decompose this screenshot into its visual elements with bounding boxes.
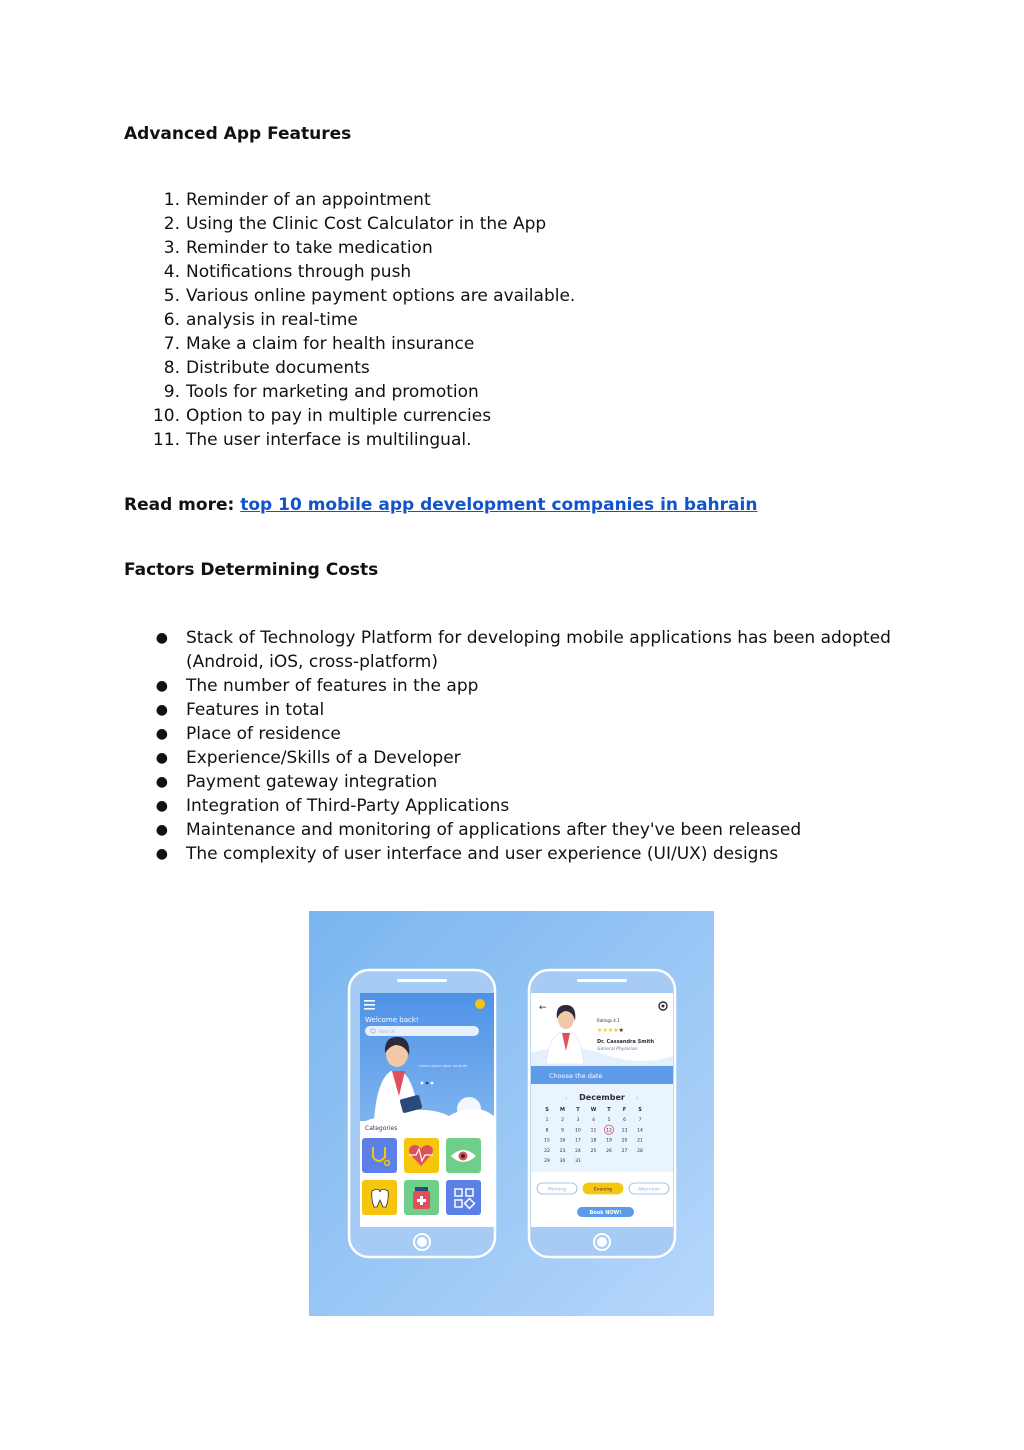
- calendar-day[interactable]: 4: [592, 1118, 595, 1123]
- feature-item: [124, 284, 575, 308]
- list-number: 2.: [163, 214, 180, 234]
- stethoscope-icon[interactable]: [362, 1138, 397, 1173]
- weekday-label: T: [576, 1107, 580, 1113]
- read-more: [124, 495, 757, 515]
- feature-item: [124, 212, 575, 236]
- bullet-icon: ●: [155, 822, 168, 838]
- weekday-label: F: [622, 1107, 627, 1113]
- calendar-day[interactable]: 14: [637, 1128, 643, 1134]
- prev-month-icon[interactable]: ‹: [565, 1095, 568, 1102]
- calendar-day[interactable]: 11: [590, 1128, 597, 1134]
- menu-icon[interactable]: [364, 1000, 375, 1010]
- heart-rate-icon[interactable]: [404, 1138, 439, 1173]
- bullet-icon: ●: [155, 630, 168, 646]
- weekday-label: M: [560, 1107, 565, 1113]
- svg-text:Lorem ipsum dolor sit amet: Lorem ipsum dolor sit amet: [419, 1064, 468, 1068]
- feature-text: Various online payment options are available.: [186, 286, 576, 306]
- feature-item: [124, 332, 575, 356]
- list-number: 7.: [163, 334, 180, 354]
- feature-text: Using the Clinic Cost Calculator in the App: [186, 214, 547, 234]
- feature-item: [124, 356, 575, 380]
- cost-factor-item: [124, 674, 924, 698]
- profile-avatar[interactable]: [475, 999, 485, 1009]
- bullet-icon: ●: [155, 678, 168, 694]
- list-number: 9.: [163, 382, 180, 402]
- feature-item: [124, 188, 575, 212]
- calendar-day[interactable]: 1: [545, 1118, 549, 1123]
- feature-item: [124, 236, 575, 260]
- calendar-day[interactable]: 21: [637, 1138, 643, 1144]
- bullet-icon: ●: [155, 750, 168, 766]
- cost-factor-text: Experience/Skills of a Developer: [186, 748, 461, 768]
- calendar-day[interactable]: 2: [561, 1118, 564, 1123]
- feature-text: analysis in real-time: [186, 310, 358, 330]
- cost-factor-item: [124, 842, 924, 866]
- calendar-day[interactable]: 22: [544, 1148, 550, 1154]
- calendar-day[interactable]: 6: [623, 1118, 626, 1123]
- month-label: December: [579, 1093, 625, 1102]
- cost-factor-text: Integration of Third-Party Applications: [186, 796, 510, 816]
- cost-factor-text: Features in total: [186, 700, 325, 720]
- time-slot-label: Morning: [547, 1187, 567, 1193]
- list-number: 1.: [163, 190, 180, 210]
- weekday-label: S: [638, 1107, 642, 1113]
- next-month-icon[interactable]: ›: [636, 1095, 639, 1102]
- calendar-day[interactable]: 24: [575, 1148, 581, 1154]
- calendar-day[interactable]: 10: [575, 1128, 581, 1134]
- welcome-text: Welcome back!: [365, 1016, 419, 1024]
- feature-item: [124, 404, 575, 428]
- calendar-day[interactable]: 27: [621, 1148, 628, 1154]
- list-number: 4.: [163, 262, 180, 282]
- time-slots: [537, 1183, 669, 1194]
- categories-label: Categories: [365, 1125, 398, 1132]
- choose-date-label: Choose the date: [549, 1072, 603, 1080]
- doctor-role: General Physician: [597, 1047, 638, 1052]
- cost-factor-item: [124, 746, 924, 770]
- calendar-day[interactable]: 23: [559, 1148, 566, 1154]
- right-phone: [529, 970, 675, 1257]
- bullet-icon: ●: [155, 798, 168, 814]
- bullet-icon: ●: [155, 846, 168, 862]
- app-illustration: [309, 911, 714, 1316]
- list-number: 10.: [152, 406, 180, 426]
- calendar-day[interactable]: 8: [545, 1128, 549, 1134]
- cost-factor-item: [124, 818, 924, 842]
- weekday-label: W: [590, 1107, 597, 1113]
- feature-item: [124, 260, 575, 284]
- calendar-day[interactable]: 31: [575, 1159, 581, 1165]
- list-number: 5.: [163, 286, 180, 306]
- medicine-icon[interactable]: [404, 1180, 439, 1215]
- feature-item: [124, 380, 575, 404]
- cost-factor-text: Payment gateway integration: [186, 772, 438, 792]
- book-now-label: Book NOW!: [589, 1210, 622, 1216]
- time-slot-label: Afternoon: [638, 1187, 660, 1193]
- feature-text: Make a claim for health insurance: [186, 334, 475, 354]
- calendar-day[interactable]: 12: [606, 1128, 612, 1134]
- feature-text: Reminder of an appointment: [186, 190, 431, 210]
- cost-factor-text: Maintenance and monitoring of applications after they've been released: [186, 820, 802, 840]
- calendar-day[interactable]: 28: [637, 1148, 643, 1154]
- feature-text: Tools for marketing and promotion: [186, 382, 479, 402]
- calendar-day[interactable]: 29: [544, 1159, 550, 1165]
- calendar-day[interactable]: 13: [621, 1128, 628, 1134]
- features-list: [124, 188, 575, 452]
- cost-factor-item: [124, 626, 924, 674]
- bullet-icon: ●: [155, 774, 168, 790]
- list-number: 11.: [152, 430, 180, 450]
- calendar-day[interactable]: 15: [544, 1138, 550, 1144]
- cost-factor-text: Place of residence: [186, 724, 341, 744]
- cost-factor-item: [124, 794, 924, 818]
- cost-factor-item: [124, 722, 924, 746]
- apps-icon[interactable]: [446, 1180, 481, 1215]
- ratings-text: Ratings 4.1: [597, 1018, 620, 1023]
- calendar-day[interactable]: 3: [576, 1118, 580, 1123]
- cost-factors-list: [124, 626, 924, 866]
- feature-item: [124, 428, 575, 452]
- calendar-day[interactable]: 7: [638, 1118, 642, 1123]
- doctor-name: Dr. Cassandra Smith: [597, 1039, 655, 1045]
- read-more-link[interactable]: top 10 mobile app development companies in bahrain: [240, 495, 758, 515]
- back-arrow-icon[interactable]: ←: [539, 1003, 547, 1013]
- cost-factor-text: The number of features in the app: [186, 676, 479, 696]
- weekday-label: T: [607, 1107, 611, 1113]
- search-placeholder: Search: [379, 1030, 395, 1035]
- list-number: 3.: [163, 238, 180, 258]
- feature-text: Distribute documents: [186, 358, 370, 378]
- feature-item: [124, 308, 575, 332]
- bullet-icon: ●: [155, 726, 168, 742]
- calendar-day[interactable]: 17: [575, 1138, 581, 1144]
- eye-icon[interactable]: [446, 1138, 481, 1173]
- rating-stars-icon: ★★★★★: [597, 1027, 624, 1034]
- calendar-day[interactable]: 18: [590, 1138, 597, 1144]
- feature-text: Option to pay in multiple currencies: [186, 406, 492, 426]
- list-number: 8.: [163, 358, 180, 378]
- tooth-icon[interactable]: [362, 1180, 397, 1215]
- weekday-label: S: [545, 1107, 549, 1113]
- calendar-day[interactable]: 16: [559, 1138, 566, 1144]
- calendar-day[interactable]: 20: [621, 1138, 628, 1144]
- calendar-day[interactable]: 19: [606, 1138, 612, 1144]
- cost-factor-item: [124, 770, 924, 794]
- read-more-label: Read more:: [124, 495, 235, 515]
- section-title-costs: Factors Determining Costs: [124, 560, 379, 580]
- calendar-day[interactable]: 9: [561, 1128, 564, 1134]
- bullet-icon: ●: [155, 702, 168, 718]
- time-slot-label: Evening: [593, 1187, 613, 1193]
- cost-factor-item: [124, 698, 924, 722]
- calendar-day[interactable]: 26: [606, 1148, 612, 1154]
- list-number: 6.: [163, 310, 180, 330]
- feature-text: Notifications through push: [186, 262, 412, 282]
- cost-factor-text: Stack of Technology Platform for developing mobile applications has been adopted (Android, iOS, cross-platform): [186, 628, 891, 672]
- calendar-day[interactable]: 25: [590, 1148, 597, 1154]
- left-phone: [349, 970, 495, 1257]
- calendar-day[interactable]: 5: [607, 1118, 611, 1123]
- feature-text: The user interface is multilingual.: [186, 430, 472, 450]
- calendar-day[interactable]: 30: [559, 1159, 566, 1165]
- cost-factor-text: The complexity of user interface and user experience (UI/UX) designs: [186, 844, 779, 864]
- feature-text: Reminder to take medication: [186, 238, 433, 258]
- section-title-features: Advanced App Features: [124, 124, 352, 144]
